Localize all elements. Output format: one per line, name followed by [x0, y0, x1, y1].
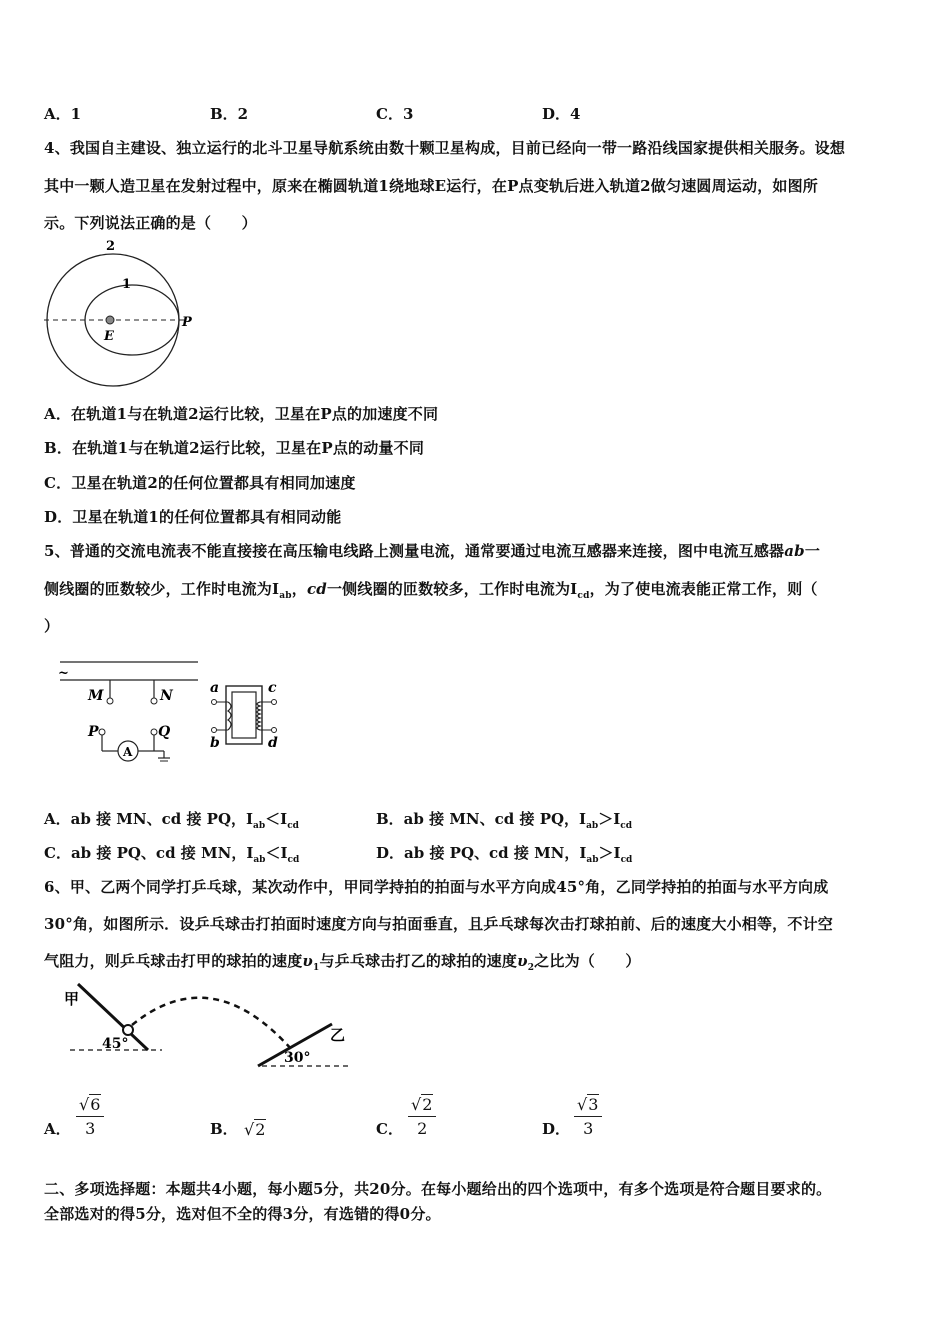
q6-option-b-label: B． [210, 1120, 238, 1138]
orbit-1-label: 1 [122, 277, 132, 292]
q6-option-b-value: √2 [244, 1120, 266, 1139]
label-b: b [210, 735, 220, 751]
q5-option-b: B．ab 接 MN、cd 接 PQ，$I_{ab}>I_{cd}$ [376, 810, 633, 831]
q6-stem-line1: 6、甲、乙两个同学打乒乓球，某次动作中，甲同学持拍的拍面与水平方向成45°角，乙同学持拍的拍面与水平方向成 [44, 878, 829, 896]
point-p-label: P [182, 315, 192, 330]
section2-heading-line1: 二、多项选择题：本题共4小题，每小题5分，共20分。在每小题给出的四个选项中，有多个选项是符合题目要求的。 [44, 1180, 832, 1198]
q3-option-a: A．1 [44, 105, 82, 123]
ball [123, 1025, 133, 1035]
q6-option-d-label: D． [542, 1120, 571, 1138]
q5-option-c: C．ab 接 PQ、cd 接 MN，$I_{ab}<I_{cd}$ [44, 844, 300, 865]
terminal-p [99, 729, 105, 735]
q6-option-c-fraction: $\frac{√2}{2}$ [408, 1095, 436, 1138]
q5-option-a: A．ab 接 MN、cd 接 PQ，$I_{ab}<I_{cd}$ [44, 810, 299, 831]
orbit-diagram [40, 236, 200, 396]
q4-stem-line3: 示。下列说法正确的是（ ） [44, 214, 257, 232]
terminal-q [151, 729, 157, 735]
q4-option-d: D．卫星在轨道1的任何位置都具有相同动能 [44, 508, 342, 526]
q5-option-d: D．ab 接 PQ、cd 接 MN，$I_{ab}>I_{cd}$ [376, 844, 633, 865]
q3-option-d: D．4 [542, 105, 581, 123]
transformer-diagram [50, 652, 290, 767]
q6-option-a-label: A． [44, 1120, 71, 1138]
q5-stem-line2: 侧线圈的匝数较少，工作时电流为$I_{ab}$，cd一侧线圈的匝数较多，工作时电流为$I_{cd}$，为了使电流表能正常工作，则（ [44, 580, 818, 601]
q6-stem-line3: 气阻力，则乒乓球击打甲的球拍的速度$\upsilon_1$与乒乓球击打乙的球拍的速度$\upsilon_2$之比为（ ） [44, 952, 641, 973]
q5-stem-line3: ） [44, 617, 60, 635]
pingpong-diagram [62, 980, 352, 1072]
q4-option-a: A．在轨道1与在轨道2运行比较，卫星在P点的加速度不同 [44, 405, 439, 423]
section2-heading-line2: 全部选对的得5分，选对但不全的得3分，有选错的得0分。 [44, 1205, 441, 1223]
terminal-m [107, 698, 113, 704]
q6-option-d-fraction: $\frac{√3}{3}$ [574, 1095, 602, 1138]
primary-coil [228, 702, 231, 730]
q4-stem-line1: 4、我国自主建设、独立运行的北斗卫星导航系统由数十颗卫星构成，目前已经向一带一路沿线国家提供相关服务。设想 [44, 139, 846, 157]
label-yi: 乙 [330, 1026, 346, 1044]
terminal-n [151, 698, 157, 704]
label-c: c [268, 680, 277, 696]
label-p: P [88, 724, 99, 740]
earth-label: E [104, 329, 114, 344]
label-m: M [88, 688, 104, 704]
earth-dot [106, 316, 114, 324]
secondary-coil [257, 702, 260, 730]
orbit-2-label: 2 [106, 239, 116, 254]
label-q: Q [158, 724, 171, 740]
q5-stem-line1: 5、普通的交流电流表不能直接接在高压输电线路上测量电流，通常要通过电流互感器来连接，图中电流互感器ab一 [44, 542, 821, 560]
angle-30-label: 30° [284, 1050, 311, 1066]
q6-option-a-fraction: $\frac{√6}{3}$ [76, 1095, 104, 1138]
q3-option-c: C．3 [376, 105, 414, 123]
q4-stem-line2: 其中一颗人造卫星在发射过程中，原来在椭圆轨道1绕地球E运行，在P点变轨后进入轨道2做匀速圆周运动，如图所 [44, 177, 818, 195]
label-jia: 甲 [64, 990, 80, 1008]
q6-stem-line2: 30°角，如图所示．设乒乓球击打拍面时速度方向与拍面垂直，且乒乓球每次击打球拍前、后的速度大小相等，不计空 [44, 915, 833, 933]
label-a: a [210, 680, 220, 696]
ac-symbol: ~ [58, 666, 69, 681]
label-n: N [160, 688, 173, 704]
q4-option-b: B．在轨道1与在轨道2运行比较，卫星在P点的动量不同 [44, 439, 425, 457]
q3-option-b: B．2 [210, 105, 249, 123]
q4-option-c: C．卫星在轨道2的任何位置都具有相同加速度 [44, 474, 356, 492]
ammeter-label: A [123, 745, 133, 759]
label-d: d [268, 735, 278, 751]
ball-trajectory [132, 998, 292, 1050]
q6-option-c-label: C． [376, 1120, 403, 1138]
angle-45-label: 45° [102, 1036, 129, 1052]
